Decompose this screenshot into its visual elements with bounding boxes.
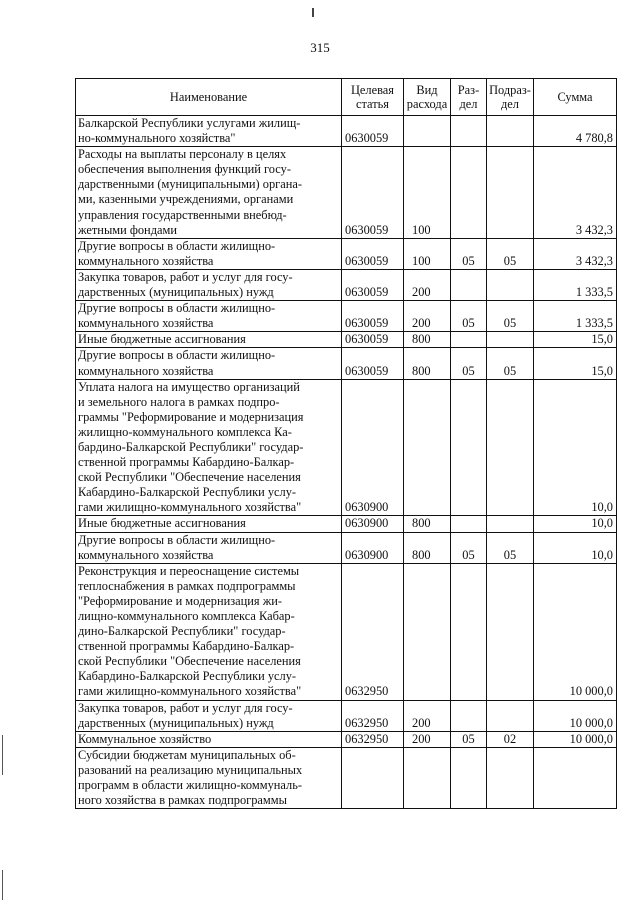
cell-section [451, 116, 487, 147]
cell-code: 0632950 [342, 731, 404, 747]
cell-code: 0630900 [342, 532, 404, 563]
table-row [76, 116, 617, 147]
cell-sum: 10 000,0 [534, 731, 617, 747]
cell-sum: 3 432,3 [534, 147, 617, 239]
cell-sum: 10,0 [534, 379, 617, 516]
cell-section [451, 516, 487, 532]
cell-section [451, 147, 487, 239]
cell-code: 0630059 [342, 238, 404, 269]
cell-expense: 200 [404, 301, 451, 332]
cell-expense [404, 747, 451, 808]
table-row [76, 563, 617, 700]
cell-expense: 100 [404, 238, 451, 269]
cell-name: Коммунальное хозяйство [76, 731, 342, 747]
cell-sum: 15,0 [534, 348, 617, 379]
cell-expense: 200 [404, 700, 451, 731]
scan-tick-mark [312, 8, 314, 17]
cell-expense [404, 116, 451, 147]
cell-name: Реконструкция и переоснащение системы теплоснабжения в рамках подпрограммы "Реформирование и модернизация жи- лищно-коммунального комплекса Кабар- дино-Балкарской Республики" государ- ственной программы Кабардино-Балкар- ской Республики "Обеспечение населения Кабардино-Балкарской Республики услу- гами жилищно-коммунального хозяйства" [76, 563, 342, 700]
cell-subsection: 05 [487, 532, 534, 563]
table-row [76, 532, 617, 563]
cell-subsection [487, 332, 534, 348]
cell-section [451, 747, 487, 808]
cell-sum: 4 780,8 [534, 116, 617, 147]
cell-section [451, 332, 487, 348]
table-row [76, 379, 617, 516]
cell-name: Другие вопросы в области жилищно- коммунального хозяйства [76, 238, 342, 269]
cell-section: 05 [451, 301, 487, 332]
cell-name: Другие вопросы в области жилищно- коммунального хозяйства [76, 301, 342, 332]
cell-sum: 3 432,3 [534, 238, 617, 269]
cell-expense [404, 379, 451, 516]
table-row [76, 301, 617, 332]
cell-sum [534, 747, 617, 808]
cell-sum: 15,0 [534, 332, 617, 348]
cell-code: 0630900 [342, 516, 404, 532]
cell-section: 05 [451, 731, 487, 747]
header-section: Раз- дел [451, 79, 487, 116]
cell-name: Иные бюджетные ассигнования [76, 516, 342, 532]
cell-code: 0632950 [342, 700, 404, 731]
cell-section: 05 [451, 238, 487, 269]
cell-name: Расходы на выплаты персоналу в целях обеспечения выполнения функций госу- дарственными (муниципальными) органа- ми, казенными учреждениями, органами управления государственными внебюд- жетными фондами [76, 147, 342, 239]
cell-sum: 10,0 [534, 532, 617, 563]
cell-code: 0630059 [342, 348, 404, 379]
cell-expense: 800 [404, 332, 451, 348]
cell-name: Субсидии бюджетам муниципальных об- разований на реализацию муниципальных программ в области жилищно-коммуналь- ного хозяйства в рамках подпрограммы [76, 747, 342, 808]
cell-section [451, 700, 487, 731]
table-row [76, 747, 617, 808]
cell-subsection [487, 379, 534, 516]
header-code: Целевая статья [342, 79, 404, 116]
cell-name: Другие вопросы в области жилищно- коммунального хозяйства [76, 532, 342, 563]
cell-name: Другие вопросы в области жилищно- коммунального хозяйства [76, 348, 342, 379]
cell-code: 0630900 [342, 379, 404, 516]
cell-subsection [487, 747, 534, 808]
cell-section [451, 379, 487, 516]
cell-sum: 10 000,0 [534, 700, 617, 731]
budget-table [75, 78, 617, 809]
table-row [76, 269, 617, 300]
cell-code: 0630059 [342, 269, 404, 300]
table-row [76, 731, 617, 747]
cell-expense [404, 563, 451, 700]
cell-code: 0630059 [342, 301, 404, 332]
cell-code: 0630059 [342, 116, 404, 147]
header-expense: Вид расхода [404, 79, 451, 116]
cell-section [451, 563, 487, 700]
cell-sum: 10,0 [534, 516, 617, 532]
cell-code: 0630059 [342, 332, 404, 348]
cell-subsection: 05 [487, 348, 534, 379]
scan-margin-mark [2, 735, 3, 775]
cell-sum: 1 333,5 [534, 301, 617, 332]
cell-expense: 200 [404, 731, 451, 747]
cell-expense: 800 [404, 532, 451, 563]
cell-code: 0632950 [342, 563, 404, 700]
scan-margin-mark [2, 870, 3, 900]
table-row [76, 238, 617, 269]
table-row [76, 700, 617, 731]
table-row [76, 348, 617, 379]
header-sum: Сумма [534, 79, 617, 116]
table-header-row [76, 79, 617, 116]
cell-subsection [487, 269, 534, 300]
cell-subsection [487, 116, 534, 147]
cell-subsection: 05 [487, 238, 534, 269]
cell-subsection [487, 516, 534, 532]
cell-section [451, 269, 487, 300]
cell-expense: 100 [404, 147, 451, 239]
cell-name: Закупка товаров, работ и услуг для госу- дарственных (муниципальных) нужд [76, 269, 342, 300]
cell-code [342, 747, 404, 808]
cell-subsection [487, 147, 534, 239]
cell-section: 05 [451, 348, 487, 379]
cell-name: Уплата налога на имущество организаций и земельного налога в рамках подпро- граммы "Реформирование и модернизация жилищно-коммунального комплекса Ка- бардино-Балкарской Республики" государ- ственной программы Кабардино-Балкар- ской Республики "Обеспечение населения Кабардино-Балкарской Республики услу- гами жилищно-коммунального хозяйства" [76, 379, 342, 516]
header-name: Наименование [76, 79, 342, 116]
table-row [76, 332, 617, 348]
cell-sum: 10 000,0 [534, 563, 617, 700]
table-body [76, 116, 617, 809]
cell-sum: 1 333,5 [534, 269, 617, 300]
cell-expense: 800 [404, 348, 451, 379]
cell-name: Балкарской Республики услугами жилищ- но-коммунального хозяйства" [76, 116, 342, 147]
cell-code: 0630059 [342, 147, 404, 239]
cell-subsection: 05 [487, 301, 534, 332]
cell-subsection: 02 [487, 731, 534, 747]
cell-subsection [487, 563, 534, 700]
cell-section: 05 [451, 532, 487, 563]
table-row [76, 516, 617, 532]
table-row [76, 147, 617, 239]
header-subsection: Подраз- дел [487, 79, 534, 116]
cell-subsection [487, 700, 534, 731]
cell-expense: 200 [404, 269, 451, 300]
cell-expense: 800 [404, 516, 451, 532]
cell-name: Закупка товаров, работ и услуг для госу- дарственных (муниципальных) нужд [76, 700, 342, 731]
cell-name: Иные бюджетные ассигнования [76, 332, 342, 348]
page-number: 315 [310, 40, 330, 55]
